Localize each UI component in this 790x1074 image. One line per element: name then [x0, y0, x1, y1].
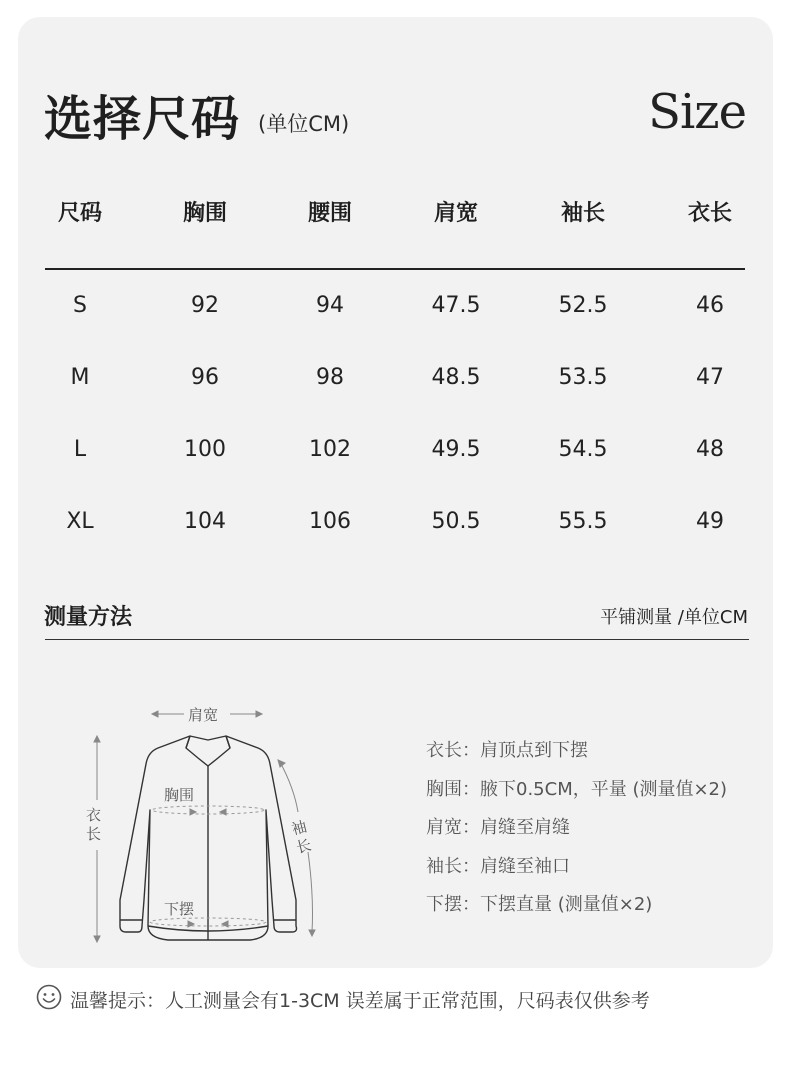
list-item: 衣长：肩顶点到下摆 [426, 740, 588, 761]
table-cell: L [73, 437, 87, 462]
length-label: 衣长 [86, 806, 102, 843]
table-cell: 54.5 [558, 437, 608, 462]
list-item: 袖长：肩缝至袖口 [426, 855, 570, 877]
shirt-diagram [80, 700, 340, 950]
method-title: 测量方法 [44, 605, 133, 630]
table-row [18, 358, 773, 398]
hem-label: 下摆 [164, 900, 195, 918]
unit-label: (单位CM) [258, 112, 350, 136]
table-cell: 104 [184, 509, 226, 534]
column-header: 肩宽 [433, 201, 478, 226]
table-cell: 92 [191, 293, 219, 318]
method-list [426, 736, 727, 929]
table-cell: 102 [309, 437, 351, 462]
list-item: 胸围：腋下0.5CM，平量 (测量值×2) [426, 778, 728, 800]
table-cell: 106 [309, 509, 351, 534]
table-cell: 96 [191, 365, 219, 390]
table-cell: 47.5 [431, 293, 481, 318]
table-cell: 98 [316, 365, 344, 390]
tip-text: 温馨提示：人工测量会有1-3CM 误差属于正常范围，尺码表仅供参考 [70, 990, 650, 1012]
method-divider [45, 639, 749, 640]
table-cell: S [73, 293, 87, 318]
shoulder-label: 肩宽 [188, 706, 219, 724]
size-logo: Size [648, 84, 746, 140]
method-note: 平铺测量 /单位CM [600, 607, 748, 628]
table-cell: 55.5 [558, 509, 608, 534]
table-cell: M [70, 365, 90, 390]
chest-label: 胸围 [164, 786, 195, 804]
table-row [18, 430, 773, 470]
smile-icon [36, 984, 62, 1019]
sleeve-label: 袖长 [289, 817, 314, 857]
list-item: 肩宽：肩缝至肩缝 [426, 817, 570, 838]
table-cell: 48.5 [431, 365, 481, 390]
table-cell: 94 [316, 293, 344, 318]
column-header: 袖长 [560, 201, 605, 226]
table-cell: 49.5 [431, 437, 481, 462]
column-header: 胸围 [182, 201, 227, 226]
list-item: 下摆：下摆直量 (测量值×2) [426, 894, 653, 915]
table-cell: 47 [696, 365, 724, 390]
table-row [18, 286, 773, 326]
table-cell: 48 [696, 437, 724, 462]
table-cell: 46 [696, 293, 724, 318]
column-header: 衣长 [687, 201, 732, 226]
table-cell: 53.5 [558, 365, 608, 390]
table-row [18, 502, 773, 542]
page-title: 选择尺码 [44, 91, 241, 147]
column-header: 尺码 [57, 201, 102, 226]
table-cell: XL [66, 509, 94, 534]
size-table-header [18, 194, 773, 234]
table-cell: 52.5 [558, 293, 608, 318]
table-divider [45, 268, 745, 270]
table-cell: 50.5 [431, 509, 481, 534]
column-header: 腰围 [307, 201, 352, 226]
tip-line [36, 984, 650, 1014]
table-cell: 49 [696, 509, 724, 534]
table-cell: 100 [184, 437, 226, 462]
